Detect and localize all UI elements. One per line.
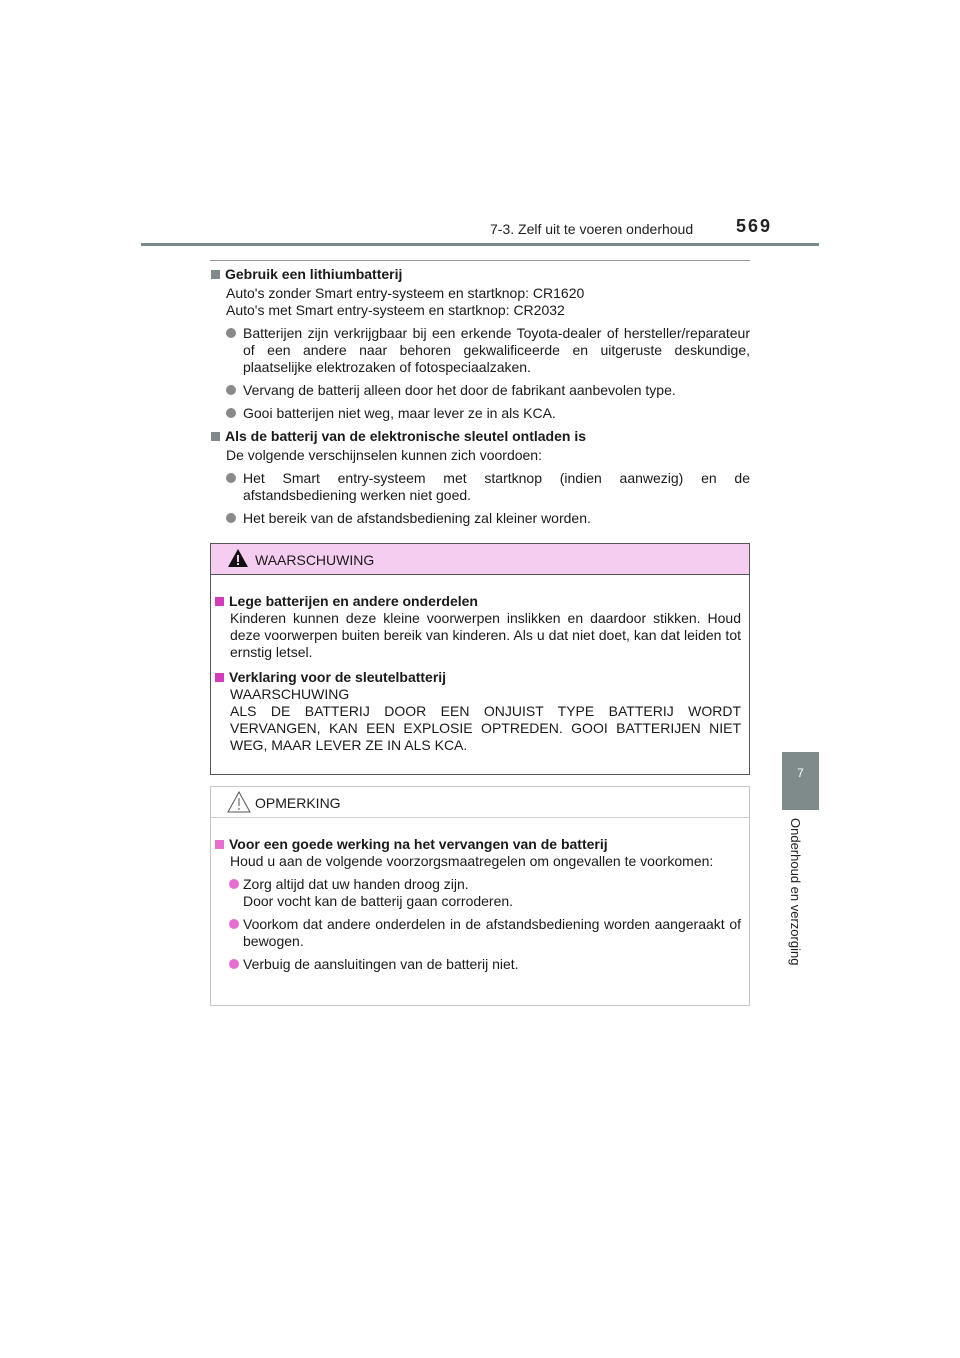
section-title: Als de batterij van de elektronische sleutel ontladen is — [210, 428, 750, 445]
round-bullet-icon — [226, 473, 236, 483]
caution-outline-icon — [227, 791, 251, 813]
square-bullet-icon — [215, 840, 224, 849]
section-title: Gebruik een lithiumbatterij — [210, 266, 750, 283]
chapter-number: 7 — [797, 766, 804, 780]
main-content — [210, 266, 750, 527]
warning-header — [211, 544, 749, 575]
header-rule — [141, 243, 819, 246]
top-divider — [210, 260, 750, 261]
note-list-item: Voorkom dat andere onderdelen in de afstandsbediening worden aangeraakt of bewogen. — [215, 916, 741, 950]
round-bullet-icon — [229, 959, 239, 969]
list-item: Het Smart entry-systeem met startknop (indien aanwezig) en de afstandsbediening werken niet goed. — [210, 470, 750, 504]
list-item: Vervang de batterij alleen door het door de fabrikant aanbevolen type. — [210, 382, 750, 399]
body-line: De volgende verschijnselen kunnen zich voordoen: — [226, 447, 542, 463]
note-header — [211, 787, 749, 818]
warning-item-text: Kinderen kunnen deze kleine voorwerpen inslikken en daardoor stikken. Houd deze voorwerpen buiten bereik van kinderen. Als u dat niet doet, kan dat leiden tot ernstig letsel. — [230, 610, 741, 660]
warning-label: WAARSCHUWING — [255, 552, 375, 568]
round-bullet-icon — [226, 513, 236, 523]
header-section-title: 7-3. Zelf uit te voeren onderhoud — [490, 221, 694, 237]
warning-item-title: Lege batterijen en andere onderdelen — [215, 593, 741, 610]
square-bullet-icon — [215, 673, 224, 682]
round-bullet-icon — [229, 919, 239, 929]
chapter-tab — [782, 752, 819, 810]
note-list-item: Verbuig de aansluitingen van de batterij niet. — [215, 956, 741, 973]
list-item: Het bereik van de afstandsbediening zal kleiner worden. — [210, 510, 750, 527]
body-line: Auto's met Smart entry-systeem en startknop: CR2032 — [226, 302, 565, 318]
note-title: Voor een goede werking na het vervangen van de batterij — [215, 836, 741, 853]
square-bullet-icon — [211, 432, 220, 441]
list-item: Batterijen zijn verkrijgbaar bij een erkende Toyota-dealer of hersteller/reparateur of een andere naar behoren gekwalificeerde en uitgeruste deskundige, plaatselijke elektrozaken of fotospeciaalzaken. — [210, 325, 750, 376]
square-bullet-icon — [211, 270, 220, 279]
body-line: Auto's zonder Smart entry-systeem en startknop: CR1620 — [226, 285, 585, 301]
warning-item-title: Verklaring voor de sleutelbatterij — [215, 669, 741, 686]
square-bullet-icon — [215, 597, 224, 606]
note-box — [210, 786, 750, 1006]
chapter-label: Onderhoud en verzorging — [788, 818, 803, 966]
note-label: OPMERKING — [255, 795, 341, 811]
note-text: Houd u aan de volgende voorzorgsmaatregelen om ongevallen te voorkomen: — [230, 853, 714, 869]
page-number: 569 — [736, 216, 773, 236]
round-bullet-icon — [226, 328, 236, 338]
warning-triangle-icon — [227, 548, 249, 568]
round-bullet-icon — [226, 408, 236, 418]
warning-item-line: WAARSCHUWING — [230, 686, 350, 702]
warning-item-text: ALS DE BATTERIJ DOOR EEN ONJUIST TYPE BATTERIJ WORDT VERVANGEN, KAN EEN EXPLOSIE OPTREDEN. GOOI BATTERIJEN NIET WEG, MAAR LEVER ZE IN ALS KCA. — [230, 703, 741, 753]
note-list-item: Zorg altijd dat uw handen droog zijn. Door vocht kan de batterij gaan corroderen. — [215, 876, 741, 910]
round-bullet-icon — [229, 879, 239, 889]
warning-box — [210, 543, 750, 775]
list-item: Gooi batterijen niet weg, maar lever ze in als KCA. — [210, 405, 750, 422]
round-bullet-icon — [226, 385, 236, 395]
